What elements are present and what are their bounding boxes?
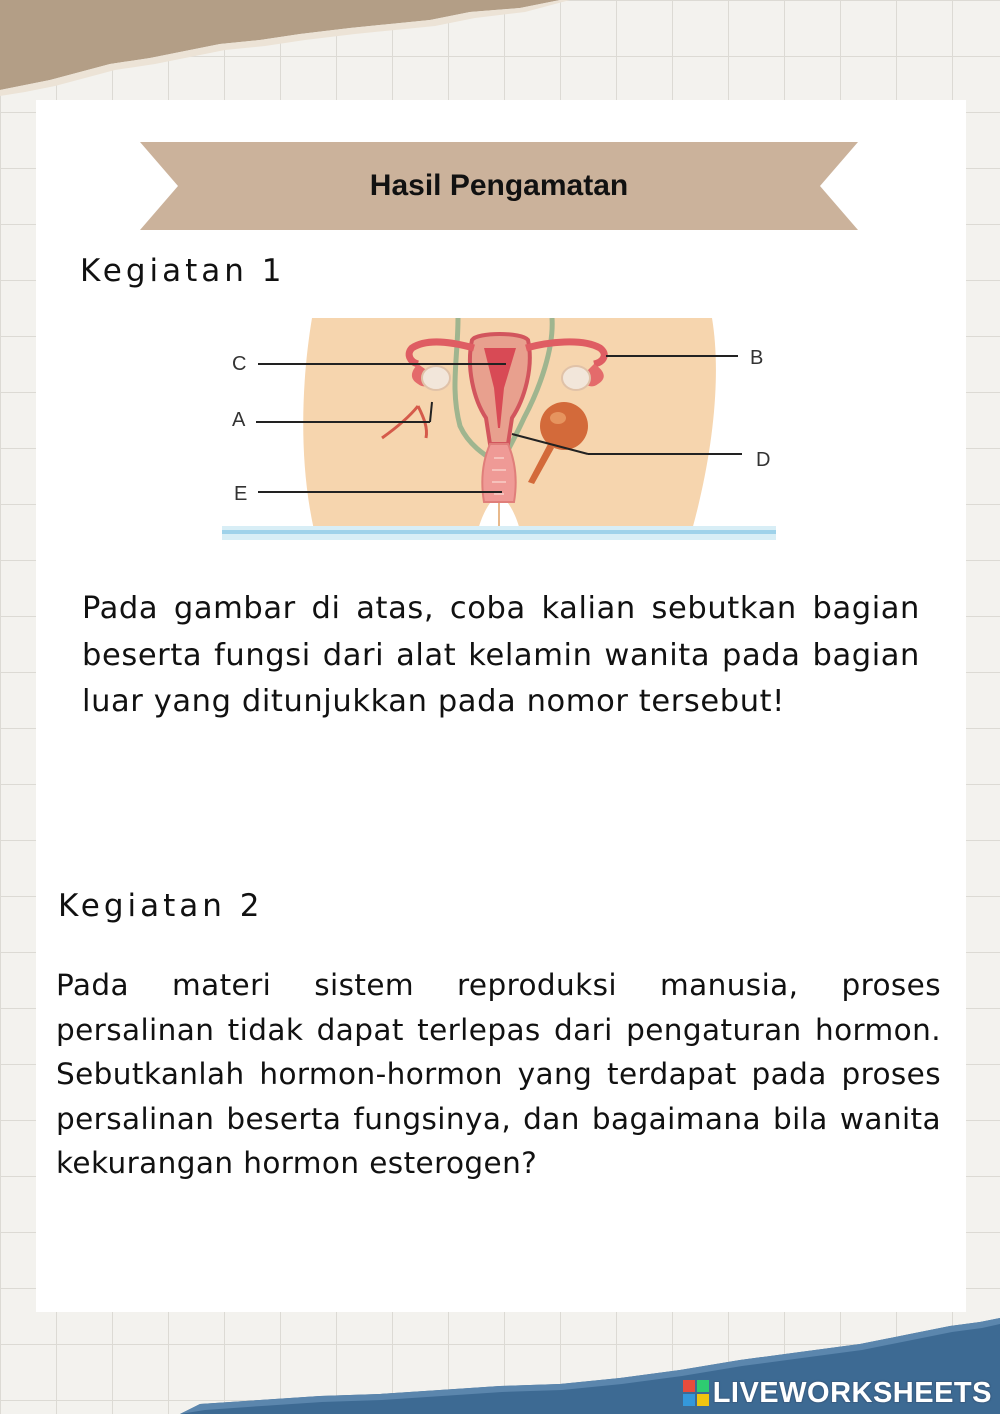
figure-label-b: B: [750, 347, 764, 369]
reproductive-system-figure: [222, 318, 776, 540]
ovary-left: [422, 366, 450, 390]
watermark-text: LIVEWORKSHEETS: [712, 1376, 992, 1409]
title-banner: [140, 142, 858, 230]
kegiatan-1-question: Pada gambar di atas, coba kalian sebutkan bagian beserta fungsi dari alat kelamin wanita pada bagian luar yang ditunjukkan pada nomor tersebut!: [82, 591, 920, 719]
kegiatan-2-question: Pada materi sistem reproduksi manusia, proses persalinan tidak dapat terlepas dari pengaturan hormon. Sebutkanlah hormon-hormon yang terdapat pada proses persalinan beserta fungsinya, dan bagaimana bila wanita kekurangan hormon esterogen?: [56, 968, 941, 1180]
banner-title: Hasil Pengamatan: [369, 169, 629, 202]
figure-label-d: D: [756, 449, 771, 471]
torn-paper-top-decoration: [0, 0, 1000, 110]
liveworksheets-watermark: [682, 1376, 992, 1410]
liveworksheets-logo-icon: [682, 1379, 710, 1407]
kegiatan-1-heading: Kegiatan 1: [80, 253, 286, 289]
figure-label-a: A: [232, 409, 246, 431]
female-reproductive-diagram: [222, 318, 776, 540]
figure-label-e: E: [234, 483, 248, 505]
kegiatan-2-heading: Kegiatan 2: [58, 888, 264, 924]
figure-label-c: C: [232, 353, 247, 375]
ovary-right: [562, 366, 590, 390]
